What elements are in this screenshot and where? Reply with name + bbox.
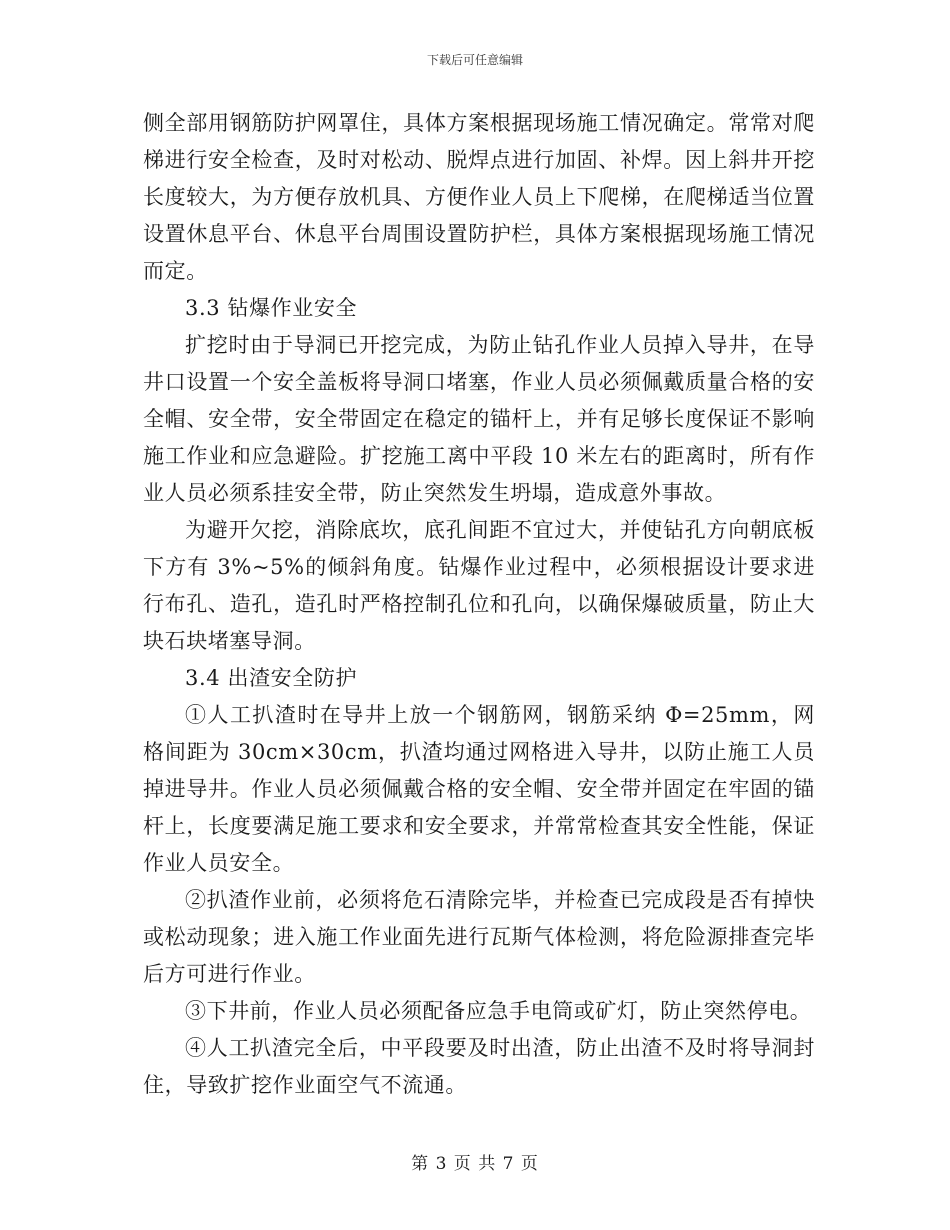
page-header: 下载后可任意编辑 (426, 53, 523, 67)
paragraph-item-4: ④人工扒渣完全后，中平段要及时出渣，防止出渣不及时将导洞封住，导致扩挖作业面空气不流通。 (143, 1036, 815, 1097)
paragraph-item-2: ②扒渣作业前，必须将危石清除完毕，并检查已完成段是否有掉快或松动现象；进入施工作业面先进行瓦斯气体检测，将危险源排查完毕后方可进行作业。 (143, 888, 815, 986)
paragraph-item-3: ③下井前，作业人员必须配备应急手电筒或矿灯，防止突然停电。 (185, 999, 812, 1023)
section-heading-3-3: 3.3 钻爆作业安全 (185, 296, 358, 320)
section-heading-3-4: 3.4 出渣安全防护 (185, 666, 358, 690)
document-body (143, 105, 815, 1104)
paragraph-ladder-safety: 侧全部用钢筋防护网罩住，具体方案根据现场施工情况确定。常常对爬梯进行安全检查，及时对松动、脱焊点进行加固、补焊。因上斜井开挖长度较大，为方便存放机具、方便作业人员上下爬梯，在爬梯适当位置设置休息平台、休息平台周围设置防护栏，具体方案根据现场施工情况而定。 (143, 111, 815, 283)
paragraph-drilling: 为避开欠挖，消除底坎，底孔间距不宜过大，并使钻孔方向朝底板下方有 3%~5%的倾斜角度。钻爆作业过程中，必须根据设计要求进行布孔、造孔，造孔时严格控制孔位和孔向，以确保爆破质量，防止大块石块堵塞导洞。 (143, 518, 815, 653)
paragraph-item-1: ①人工扒渣时在导井上放一个钢筋网，钢筋采纳 Φ=25mm，网格间距为 30cm×30cm，扒渣均通过网格进入导井，以防止施工人员掉进导井。作业人员必须佩戴合格的安全帽、安全带并固定在牢固的锚杆上，长度要满足施工要求和安全要求，并常常检查其安全性能，保证作业人员安全。 (143, 703, 815, 875)
paragraph-expansion-safety: 扩挖时由于导洞已开挖完成，为防止钻孔作业人员掉入导井，在导井口设置一个安全盖板将导洞口堵塞，作业人员必须佩戴质量合格的安全帽、安全带，安全带固定在稳定的锚杆上，并有足够长度保证不影响施工作业和应急避险。扩挖施工离中平段 10 米左右的距离时，所有作业人员必须系挂安全带，防止突然发生坍塌，造成意外事故。 (143, 333, 815, 505)
page-number-footer: 第 3 页 共 7 页 (411, 1154, 539, 1174)
